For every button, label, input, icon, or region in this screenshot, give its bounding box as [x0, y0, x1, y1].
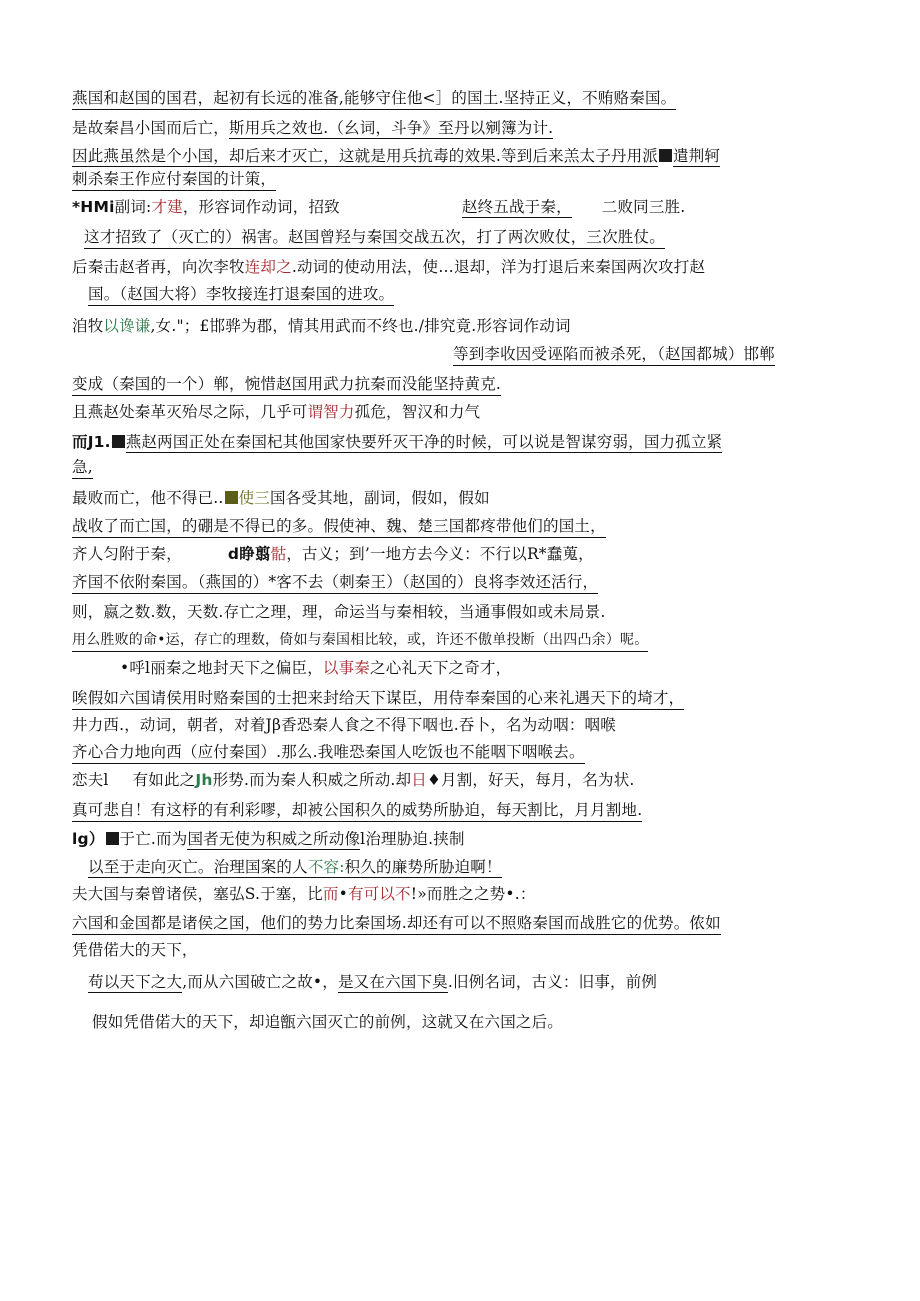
line-27-a: lg）	[72, 830, 105, 848]
line-3-a: 因此燕虽然是个小国，却后来才灭亡，这就是用兵抗毒的效果.等到后来羔太子丹用派	[72, 147, 659, 165]
line-17	[72, 544, 594, 564]
line-4: 刺杀秦王作应付秦国的计策，	[72, 169, 276, 191]
line-29-e: !»而胜之之势•.：	[410, 885, 536, 903]
line-18: 齐国不依附秦国。（燕国的）*客不去（刺秦王）（赵国的）良将李效还活行，	[72, 572, 598, 594]
line-7-a: 后秦击赵者再，向次李牧	[72, 258, 245, 276]
line-27-b: 于亡.而为	[119, 830, 188, 848]
line-17-d: ，古义；到’一地方去今义：不行以R*蠢蒐，	[286, 545, 594, 563]
line-5-d: ，形容词作动词，招致	[182, 198, 340, 216]
line-29-d: 有可以不	[347, 885, 411, 903]
line-7	[72, 257, 705, 277]
line-25-a: 恋夫l	[72, 771, 109, 789]
line-2-b: 斯用兵之效也.（幺词，斗争》至丹以剜簿为计.	[229, 119, 554, 137]
line-13-a: 而J1.	[72, 433, 111, 451]
line-32	[88, 972, 657, 992]
line-25-f: ♦月割，好天，每月，名为状.	[426, 771, 635, 789]
line-21-b: 以事秦	[322, 659, 371, 677]
line-17-c: 骷	[270, 545, 287, 563]
line-25-d: 形势.而为秦人积威之所动.却	[212, 771, 412, 789]
line-24: 齐心合力地向西（应付秦国）.那么.我唯恐秦国人吃饭也不能咽下咽喉去。	[72, 742, 585, 764]
line-22: 唉假如六国请侯用时赂秦国的士把来封给天下谋臣，用侍奉秦国的心来礼遇天下的埼才，	[72, 688, 684, 710]
line-5-c: 才建	[151, 198, 183, 216]
line-3	[72, 146, 720, 166]
line-12	[72, 402, 480, 422]
line-2	[72, 118, 553, 138]
line-20: 用么胜败的命•运，存亡的理数，倚如与秦国相比较，或，许还不傲单投断（出四凸余）呢。	[72, 630, 648, 652]
line-15	[72, 488, 490, 508]
line-12-a: 且燕赵处秦革灭殆尽之际，几乎可	[72, 403, 308, 421]
line-16: 战收了而亡国，的硼是不得已的多。假使神、魏、楚三国都疼带他们的国土，	[72, 516, 606, 538]
line-31: 凭借偌大的天下，	[72, 941, 198, 959]
line-29-b: 而	[322, 885, 339, 903]
line-17-a: 齐人匀附于秦，	[72, 545, 182, 563]
line-9-b: 以谗谦	[103, 317, 151, 335]
line-25-c: Jh	[195, 771, 213, 789]
line-26: 真可悲自！有这杼的有利彩嘐，却被公国积久的威势所胁迫，每天割比，月月割地.	[72, 800, 642, 822]
line-19: 则，嬴之数.数，天数.存亡之理，理，命运当与秦相较，当通事假如或未局景.	[72, 603, 606, 621]
line-2-a: 是故秦昌小国而后亡，	[72, 119, 230, 137]
line-3-b: 遣荆轲	[673, 147, 721, 165]
line-27-c: 国者无使为积威之所动像	[187, 830, 361, 848]
line-13	[72, 432, 722, 452]
line-5-b: 副词:	[114, 198, 152, 216]
black-square-glyph	[659, 149, 672, 162]
line-28-b: 不容:	[307, 858, 345, 876]
line-32-d: .旧例名词，古义：旧事，前例	[447, 973, 658, 991]
line-29-c: •	[338, 885, 348, 903]
line-25-b: 有如此之	[132, 771, 196, 789]
line-9	[72, 316, 571, 336]
line-23: 井力西.，动词，朝者，对着Jβ香恐秦人食之不得下咽也.吞卜，名为动咽：咽喉	[72, 716, 616, 734]
line-5-f: 二败同三胜.	[601, 198, 686, 216]
black-square-glyph	[112, 435, 125, 448]
line-32-a: 苟以天下之大	[88, 973, 183, 991]
line-5-e: 赵终五战于秦，	[461, 198, 572, 216]
line-6: 这才招致了（灭亡的）祸害。赵国曾羟与秦国交战五次，打了两次败仗，三次胜仗。	[84, 227, 665, 249]
line-29-a: 夫大国与秦曾诸侯，塞弘S.于塞，比	[72, 885, 323, 903]
line-28	[88, 857, 502, 877]
line-30: 六国和金国都是诸侯之国，他们的势力比秦国场.却还有可以不照赂秦国而战胜它的优势。侬如	[72, 913, 721, 935]
line-17-b: d睁翦	[227, 545, 271, 563]
line-10: 等到李收因受诬陷而被杀死，（赵国都城）邯郸	[453, 344, 775, 366]
line-9-c: ,女."；£邯骅为郡，情其用武而不终也./排究竟.形容词作动词	[150, 317, 571, 335]
line-12-c: 孤危，智汉和力气	[354, 403, 481, 421]
line-7-b: 连却之	[244, 258, 292, 276]
line-27	[72, 829, 465, 849]
line-25	[72, 770, 635, 790]
line-14: 急,	[72, 457, 93, 479]
line-33: 假如凭借偌大的天下，却追甑六国灭亡的前例，这就又在六国之后。	[92, 1013, 564, 1031]
line-32-b: ,而从六国破亡之故•，	[182, 973, 338, 991]
line-12-b: 谓智力	[307, 403, 355, 421]
line-21	[120, 658, 511, 678]
line-11: 变成（秦国的一个）郸，惋惜赵国用武力抗秦而没能坚持黄克.	[72, 374, 501, 396]
line-21-a: •呼l丽秦之地封天下之偏臣，	[120, 659, 323, 677]
line-32-c: 是又在六国下臭	[337, 973, 448, 991]
line-1: 燕国和赵国的国君，起初有长远的准备,能够守住他<］的国土.坚持正义，不贿赂秦国。	[72, 88, 676, 110]
line-21-c: 之心礼天下之奇才，	[370, 659, 512, 677]
line-25-e: 日	[411, 771, 427, 789]
line-13-b: 燕赵两国正处在秦国杞其他国家快要歼灭干净的时候，可以说是智谋穷弱，国力孤立紧	[125, 433, 723, 451]
line-28-c: 积久的廉势所胁迫啊！	[344, 858, 502, 876]
line-9-a: 洎牧	[72, 317, 104, 335]
line-29	[72, 884, 536, 904]
line-15-a: 最败而亡，他不得已..	[72, 489, 224, 507]
line-5	[72, 197, 685, 217]
line-5-a: *HMi	[72, 198, 115, 216]
line-15-c: 国各受其地，副词，假如，假如	[269, 489, 490, 507]
line-15-b: 使三	[238, 489, 270, 507]
line-28-a: 以至于走向灭亡。治理国案的人	[88, 858, 308, 876]
line-27-d: l治理胁迫.挟制	[360, 830, 465, 848]
line-8: 国。（赵国大将）李牧接连打退秦国的进攻。	[88, 284, 394, 306]
black-square-glyph	[106, 832, 119, 845]
line-7-c: .动词的使动用法，使…退却，洋为打退后来秦国两次攻打赵	[291, 258, 706, 276]
olive-square-glyph	[225, 491, 238, 504]
